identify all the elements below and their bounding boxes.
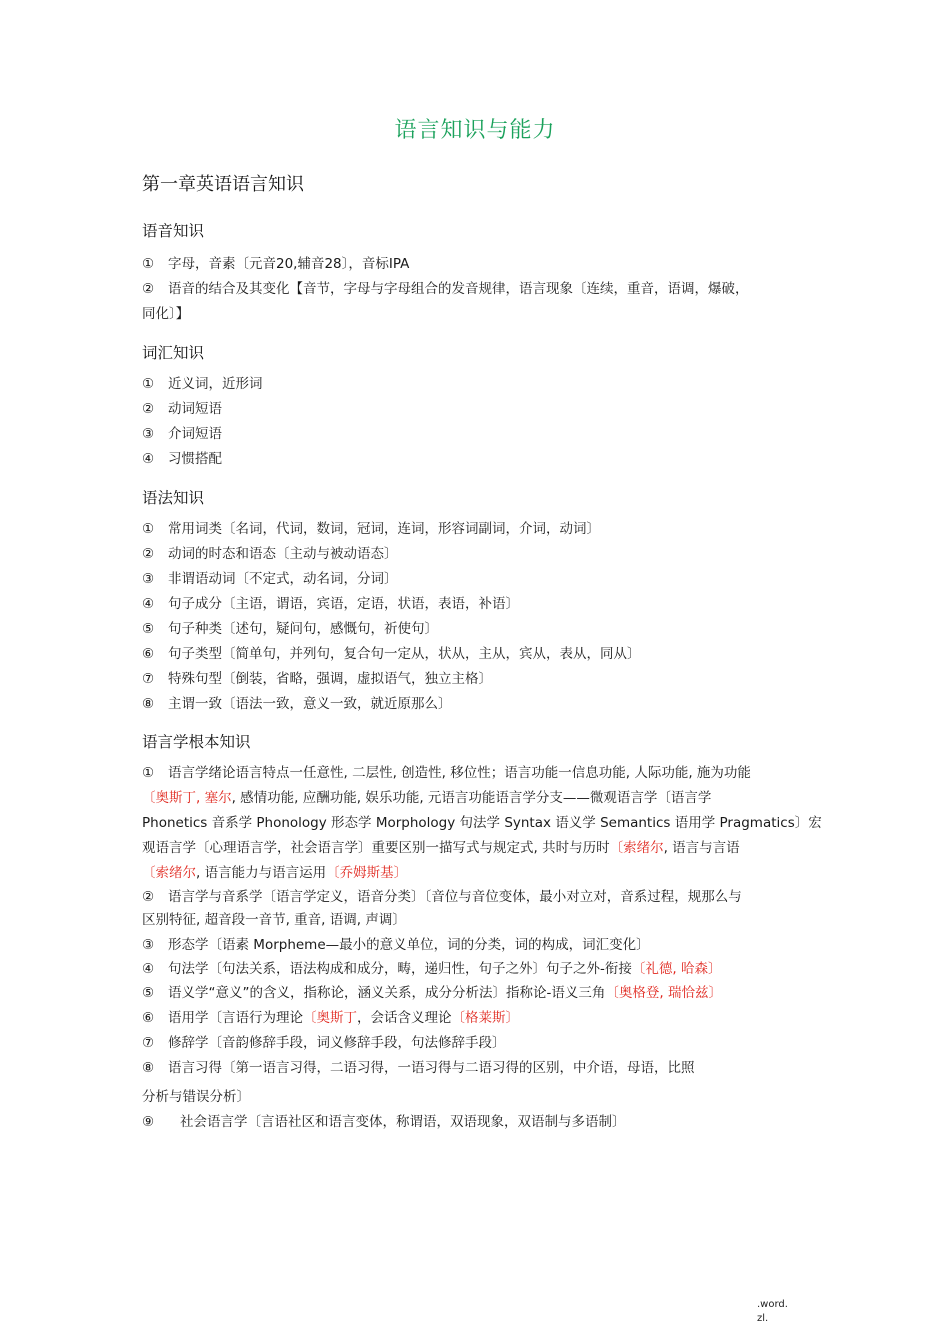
list-item-continuation: 分析与错误分析〕 <box>142 1089 250 1105</box>
item-number: ④ <box>142 451 155 467</box>
list-item <box>142 957 814 982</box>
list-item <box>142 542 814 567</box>
item-text: 句法学〔句法关系，语法构成和成分，畴，递归性，句子之外〕句子之外-衔接 <box>168 961 632 977</box>
item-text: , 语言与言语 <box>663 840 740 856</box>
section-heading-linguistics: 语言学根本知识 <box>142 733 251 751</box>
list-item <box>142 517 814 542</box>
list-item <box>142 642 814 667</box>
item-number: ⑥ <box>142 1010 155 1026</box>
scholar-names: 〔礼德, 哈森〕 <box>631 961 722 977</box>
list-item <box>142 592 814 617</box>
item-text: 社会语言学〔言语社区和语言变体，称谓语，双语现象，双语制与多语制〕 <box>180 1114 626 1130</box>
item-number: ⑨ <box>142 1114 155 1130</box>
section-heading-vocabulary: 词汇知识 <box>142 344 205 362</box>
item-text: 语义学“意义”的含义，指称论，涵义关系，成分分析法〕指称论-语义三角 <box>168 985 606 1001</box>
item-number: ② <box>142 546 155 562</box>
list-item <box>142 667 814 692</box>
chapter-heading: 第一章英语语言知识 <box>142 174 304 195</box>
item-number: ⑧ <box>142 696 155 712</box>
item-number: ① <box>142 256 155 272</box>
item-text: 动词短语 <box>168 401 222 417</box>
item-number: ⑤ <box>142 985 155 1001</box>
list-item <box>142 1006 814 1031</box>
list-item <box>142 692 814 717</box>
list-item <box>142 447 814 472</box>
scholar-names: 〔奥斯丁 <box>303 1010 357 1026</box>
item-text: 常用词类〔名词，代词，数词，冠词，连词，形容词副词，介词，动词〕 <box>168 521 600 537</box>
item-text: 非谓语动词〔不定式，动名词，分词〕 <box>168 571 398 587</box>
list-item <box>142 1056 814 1081</box>
item-number: ⑥ <box>142 646 155 662</box>
scholar-names: 〔奥格登, 瑞恰兹〕 <box>605 985 722 1001</box>
scholar-names: 〔索绪尔 <box>142 865 196 881</box>
item-text: 语言学与音系学〔语言学定义，语音分类〕〔音位与音位变体，最小对立对，音系过程，规那么与 <box>168 889 742 905</box>
item-text: 句子成分〔主语，谓语，宾语，定语，状语，表语，补语〕 <box>168 596 519 612</box>
list-item <box>142 761 814 786</box>
section-heading-grammar: 语法知识 <box>142 489 205 507</box>
scholar-names: 〔格莱斯〕 <box>451 1010 519 1026</box>
item-text: 语用学〔言语行为理论 <box>168 1010 303 1026</box>
list-item-continuation: 同化〕】 <box>142 306 190 322</box>
list-item-continuation: Phonetics 音系学 Phonology 形态学 Morphology 句法学 Syntax 语义学 Semantics 语用学 Pragmatics〕宏 <box>142 815 822 831</box>
item-text: 语音的结合及其变化【音节，字母与字母组合的发音规律，语言现象〔连续，重音，语调，爆破， <box>168 281 749 297</box>
list-item <box>142 277 814 302</box>
item-number: ② <box>142 281 155 297</box>
item-number: ③ <box>142 571 155 587</box>
item-number: ① <box>142 376 155 392</box>
item-number: ④ <box>142 596 155 612</box>
list-item <box>142 617 814 642</box>
item-text: 观语言学〔心理语言学，社会语言学〕重要区别一描写式与规定式, 共时与历时 <box>142 840 610 856</box>
item-text: 形态学〔语素 Morpheme—最小的意义单位，词的分类，词的构成，词汇变化〕 <box>168 937 650 953</box>
item-number: ① <box>142 521 155 537</box>
scholar-names: 〔乔姆斯基〕 <box>326 865 408 881</box>
list-item-continuation <box>142 836 814 861</box>
list-item-continuation <box>142 786 814 811</box>
list-item <box>142 372 814 397</box>
footer-line: zl. <box>757 1313 769 1324</box>
list-item <box>142 252 814 277</box>
item-text: , 语言能力与语言运用 <box>196 865 327 881</box>
item-text: 语言学绪论语言特点一任意性, 二层性, 创造性, 移位性；语言功能一信息功能, 人际功能, 施为功能 <box>168 765 751 781</box>
item-text: 习惯搭配 <box>168 451 222 467</box>
list-item <box>142 1110 814 1135</box>
item-number: ⑦ <box>142 671 155 687</box>
item-text: 语言习得〔第一语言习得，二语习得，一语习得与二语习得的区别，中介语，母语，比照 <box>168 1060 695 1076</box>
item-text: 主谓一致〔语法一致，意义一致，就近原那么〕 <box>168 696 452 712</box>
list-item <box>142 397 814 422</box>
item-text: 句子类型〔简单句，并列句，复合句一定从，状从，主从，宾从，表从，同从〕 <box>168 646 641 662</box>
list-item <box>142 933 814 958</box>
item-text: , 感情功能, 应酬功能, 娱乐功能, 元语言功能语言学分支——微观语言学〔语言学 <box>231 790 712 806</box>
list-item <box>142 885 814 910</box>
item-text: 字母，音素〔元音20,辅音28〕，音标IPA <box>168 256 410 272</box>
list-item-continuation: 区别特征, 超音段一音节, 重音, 语调, 声调〕 <box>142 912 406 928</box>
item-text: 动词的时态和语态〔主动与被动语态〕 <box>168 546 398 562</box>
item-number: ④ <box>142 961 155 977</box>
document-title: 语言知识与能力 <box>394 118 556 143</box>
item-text: 近义词，近形词 <box>168 376 263 392</box>
item-number: ⑦ <box>142 1035 155 1051</box>
list-item <box>142 567 814 592</box>
page-footer <box>757 1298 788 1326</box>
section-heading-phonetics: 语音知识 <box>142 222 205 240</box>
list-item <box>142 1031 814 1056</box>
item-number: ⑧ <box>142 1060 155 1076</box>
item-number: ② <box>142 401 155 417</box>
scholar-names: 〔奥斯丁, 塞尔 <box>142 790 232 806</box>
footer-line: .word. <box>757 1299 788 1310</box>
list-item-continuation <box>142 861 814 886</box>
item-number: ① <box>142 765 155 781</box>
item-number: ⑤ <box>142 621 155 637</box>
list-item <box>142 422 814 447</box>
item-number: ② <box>142 889 155 905</box>
list-item <box>142 981 814 1006</box>
item-number: ③ <box>142 937 155 953</box>
scholar-names: 〔索绪尔 <box>609 840 664 856</box>
item-text: 介词短语 <box>168 426 222 442</box>
item-text: 特殊句型〔倒装，省略，强调，虚拟语气，独立主格〕 <box>168 671 492 687</box>
item-text: 修辞学〔音韵修辞手段，词义修辞手段，句法修辞手段〕 <box>168 1035 506 1051</box>
item-number: ③ <box>142 426 155 442</box>
item-text: 句子种类〔述句，疑问句，感慨句，祈使句〕 <box>168 621 438 637</box>
item-text: ，会话含义理论 <box>357 1010 452 1026</box>
